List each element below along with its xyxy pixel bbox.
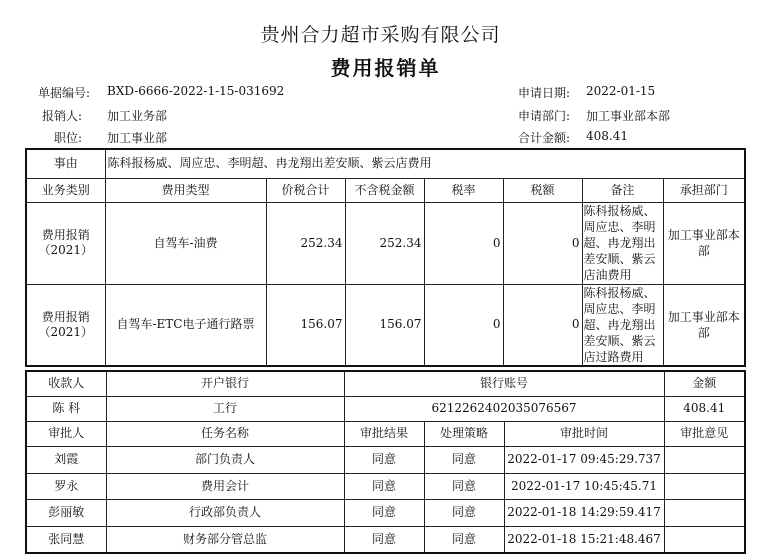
approver: 彭丽敏 <box>26 499 106 526</box>
approval-row <box>26 473 745 499</box>
row-net: 156.07 <box>345 284 424 366</box>
reason-label: 事由 <box>26 149 105 178</box>
header-tax: 税额 <box>503 178 582 202</box>
approval-time: 2022-01-17 09:45:29.737 <box>504 446 664 473</box>
payment-approval-table <box>25 370 746 554</box>
header-category: 业务类别 <box>26 178 105 202</box>
approval-row <box>26 499 745 526</box>
approval-result: 同意 <box>344 526 424 553</box>
date-value: 2022-01-15 <box>586 84 656 98</box>
dept-value: 加工事业部本部 <box>586 109 671 123</box>
approval-result: 同意 <box>344 499 424 526</box>
reason-value: 陈科报杨威、周应忠、李明超、冉龙翔出差安顺、紫云店费用 <box>105 149 745 178</box>
task-name: 行政部负责人 <box>106 499 344 526</box>
row-rate: 0 <box>424 284 503 366</box>
approval-time: 2022-01-17 10:45:45.71 <box>504 473 664 499</box>
payee-account: 6212262402035076567 <box>344 396 664 421</box>
row-net: 252.34 <box>345 202 424 284</box>
approval-time: 2022-01-18 14:29:59.417 <box>504 499 664 526</box>
header-account: 银行账号 <box>344 371 664 396</box>
task-name: 费用会计 <box>106 473 344 499</box>
approver: 张同慧 <box>26 526 106 553</box>
approval-strategy: 同意 <box>424 446 504 473</box>
position-value: 加工事业部 <box>107 131 168 145</box>
approval-opinion <box>664 473 745 499</box>
header-time: 审批时间 <box>504 421 664 446</box>
position-label: 职位: <box>53 131 82 145</box>
approval-header-row <box>26 421 745 446</box>
approval-row <box>26 446 745 473</box>
header-dept: 承担部门 <box>663 178 745 202</box>
header-note: 备注 <box>582 178 663 202</box>
company-name: 贵州合力超市采购有限公司 <box>260 24 501 46</box>
reason-row <box>26 149 745 178</box>
approval-strategy: 同意 <box>424 526 504 553</box>
row-category: 费用报销（2021） <box>26 202 105 284</box>
header-net: 不含税金额 <box>345 178 424 202</box>
reporter-value: 加工业务部 <box>107 109 168 123</box>
row-note: 陈科报杨威、周应忠、李明超、冉龙翔出差安顺、紫云店过路费用 <box>582 284 663 366</box>
payee-name: 陈 科 <box>26 396 106 421</box>
total-label: 合计金额: <box>517 131 570 145</box>
payee-row <box>26 396 745 421</box>
row-rate: 0 <box>424 202 503 284</box>
task-name: 财务部分管总监 <box>106 526 344 553</box>
approval-strategy: 同意 <box>424 499 504 526</box>
dept-label: 申请部门: <box>517 109 570 123</box>
expense-table <box>25 148 746 367</box>
row-type: 自驾车-ETC电子通行路票 <box>105 284 266 366</box>
row-category: 费用报销（2021） <box>26 284 105 366</box>
document-title: 费用报销单 <box>330 56 441 80</box>
reporter-label: 报销人: <box>41 109 82 123</box>
header-rate: 税率 <box>424 178 503 202</box>
approval-strategy: 同意 <box>424 473 504 499</box>
row-dept: 加工事业部本部 <box>663 202 745 284</box>
header-total: 价税合计 <box>266 178 345 202</box>
expense-row <box>26 284 745 366</box>
header-type: 费用类型 <box>105 178 266 202</box>
approval-result: 同意 <box>344 473 424 499</box>
approval-opinion <box>664 526 745 553</box>
approver: 刘霞 <box>26 446 106 473</box>
row-total: 156.07 <box>266 284 345 366</box>
approval-result: 同意 <box>344 446 424 473</box>
row-note: 陈科报杨威、周应忠、李明超、冉龙翔出差安顺、紫云店油费用 <box>582 202 663 284</box>
header-approver: 审批人 <box>26 421 106 446</box>
header-payee: 收款人 <box>26 371 106 396</box>
header-amount: 金额 <box>664 371 745 396</box>
doc-no-value: BXD-6666-2022-1-15-031692 <box>107 84 285 98</box>
header-result: 审批结果 <box>344 421 424 446</box>
payee-amount: 408.41 <box>664 396 745 421</box>
date-label: 申请日期: <box>517 86 570 100</box>
header-opinion: 审批意见 <box>664 421 745 446</box>
row-type: 自驾车-油费 <box>105 202 266 284</box>
approval-row <box>26 526 745 553</box>
approval-opinion <box>664 499 745 526</box>
doc-no-label: 单据编号: <box>37 86 90 100</box>
payee-header-row <box>26 371 745 396</box>
row-total: 252.34 <box>266 202 345 284</box>
expense-row <box>26 202 745 284</box>
approval-time: 2022-01-18 15:21:48.467 <box>504 526 664 553</box>
row-tax: 0 <box>503 284 582 366</box>
row-tax: 0 <box>503 202 582 284</box>
expense-header-row <box>26 178 745 202</box>
header-bank: 开户银行 <box>106 371 344 396</box>
header-strategy: 处理策略 <box>424 421 504 446</box>
approval-opinion <box>664 446 745 473</box>
approver: 罗永 <box>26 473 106 499</box>
task-name: 部门负责人 <box>106 446 344 473</box>
header-task: 任务名称 <box>106 421 344 446</box>
row-dept: 加工事业部本部 <box>663 284 745 366</box>
payee-bank: 工行 <box>106 396 344 421</box>
total-value: 408.41 <box>586 129 628 143</box>
